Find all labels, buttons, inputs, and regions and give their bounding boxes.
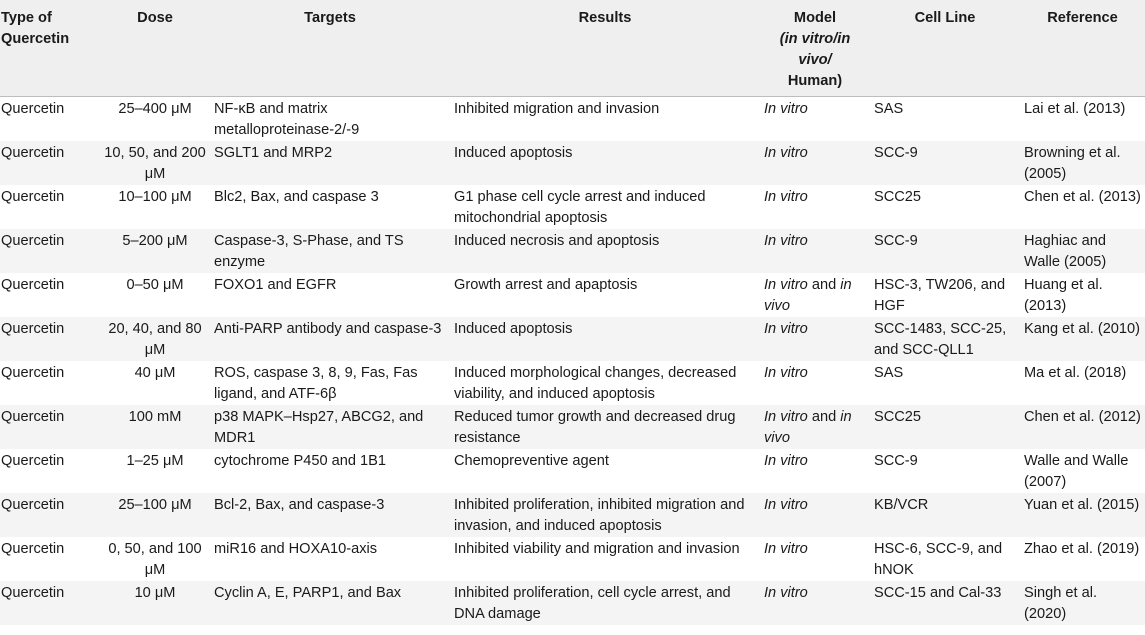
cell-targets: p38 MAPK–Hsp27, ABCG2, and MDR1 bbox=[214, 409, 424, 446]
table-row bbox=[0, 185, 1145, 229]
cell-targets: Bcl-2, Bax, and caspase-3 bbox=[214, 497, 385, 513]
cell-targets: SGLT1 and MRP2 bbox=[214, 145, 333, 161]
cell-model: In vitro bbox=[764, 101, 808, 117]
cell-reference: Haghiac and Walle (2005) bbox=[1024, 233, 1107, 270]
cell-type: Quercetin bbox=[1, 145, 65, 161]
header-model-sub bbox=[780, 31, 851, 68]
cell-reference: Zhao et al. (2019) bbox=[1024, 541, 1140, 557]
table-row bbox=[0, 493, 1145, 537]
cell-reference: Walle and Walle (2007) bbox=[1024, 453, 1129, 490]
cell-targets: Caspase-3, S-Phase, and TS enzyme bbox=[214, 233, 404, 270]
cell-targets: Blc2, Bax, and caspase 3 bbox=[214, 189, 379, 205]
table-row bbox=[0, 317, 1145, 361]
cell-model: In vitro and in vivo bbox=[764, 277, 852, 314]
header-dose: Dose bbox=[100, 0, 210, 97]
cell-results: Induced necrosis and apoptosis bbox=[454, 233, 660, 249]
cell-results: Induced morphological changes, decreased viability, and induced apoptosis bbox=[454, 365, 737, 402]
cell-results: Reduced tumor growth and decreased drug resistance bbox=[454, 409, 736, 446]
table-row bbox=[0, 97, 1145, 142]
cell-line: SCC-9 bbox=[874, 145, 918, 161]
cell-results: Induced apoptosis bbox=[454, 145, 573, 161]
cell-reference: Chen et al. (2012) bbox=[1024, 409, 1141, 425]
table-row bbox=[0, 405, 1145, 449]
cell-results: Induced apoptosis bbox=[454, 321, 573, 337]
cell-results: Inhibited migration and invasion bbox=[454, 101, 660, 117]
cell-reference: Ma et al. (2018) bbox=[1024, 365, 1127, 381]
cell-type: Quercetin bbox=[1, 189, 65, 205]
cell-line: SCC-1483, SCC-25, and SCC-QLL1 bbox=[874, 321, 1007, 358]
cell-reference: Singh et al. (2020) bbox=[1024, 585, 1098, 622]
cell-type: Quercetin bbox=[1, 409, 65, 425]
cell-reference: Lai et al. (2013) bbox=[1024, 101, 1126, 117]
header-results: Results bbox=[450, 0, 760, 97]
cell-type: Quercetin bbox=[1, 101, 65, 117]
table-row bbox=[0, 229, 1145, 273]
header-cell-line: Cell Line bbox=[870, 0, 1020, 97]
header-row bbox=[0, 0, 1145, 97]
cell-type: Quercetin bbox=[1, 365, 65, 381]
table-row bbox=[0, 361, 1145, 405]
cell-model: In vitro bbox=[764, 233, 808, 249]
cell-dose: 20, 40, and 80 μM bbox=[108, 321, 202, 358]
cell-results: G1 phase cell cycle arrest and induced mitochondrial apoptosis bbox=[454, 189, 706, 226]
cell-line: SCC-15 and Cal-33 bbox=[874, 585, 1002, 601]
cell-targets: NF-κB and matrix metalloproteinase-2/-9 bbox=[214, 101, 360, 138]
cell-type: Quercetin bbox=[1, 277, 65, 293]
cell-model: In vitro bbox=[764, 497, 808, 513]
cell-model: In vitro bbox=[764, 453, 808, 469]
cell-line: HSC-3, TW206, and HGF bbox=[874, 277, 1006, 314]
cell-results: Inhibited proliferation, cell cycle arrest, and DNA damage bbox=[454, 585, 731, 622]
cell-targets: cytochrome P450 and 1B1 bbox=[214, 453, 386, 469]
table-row bbox=[0, 273, 1145, 317]
header-reference: Reference bbox=[1020, 0, 1145, 97]
table-row bbox=[0, 581, 1145, 625]
cell-results: Inhibited viability and migration and invasion bbox=[454, 541, 740, 557]
cell-line: KB/VCR bbox=[874, 497, 929, 513]
cell-model: In vitro bbox=[764, 541, 808, 557]
cell-dose: 100 mM bbox=[128, 409, 182, 425]
cell-dose: 5–200 μM bbox=[122, 233, 188, 249]
cell-model: In vitro bbox=[764, 365, 808, 381]
cell-targets: Cyclin A, E, PARP1, and Bax bbox=[214, 585, 402, 601]
cell-reference: Kang et al. (2010) bbox=[1024, 321, 1141, 337]
header-model bbox=[760, 0, 870, 97]
cell-results: Chemopreventive agent bbox=[454, 453, 609, 469]
cell-dose: 0, 50, and 100 μM bbox=[108, 541, 202, 578]
cell-targets: ROS, caspase 3, 8, 9, Fas, Fas ligand, and ATF-6β bbox=[214, 365, 418, 402]
cell-reference: Browning et al. (2005) bbox=[1024, 145, 1121, 182]
table-row bbox=[0, 449, 1145, 493]
cell-line: SCC-9 bbox=[874, 233, 918, 249]
cell-type: Quercetin bbox=[1, 497, 65, 513]
cell-dose: 25–400 μM bbox=[118, 101, 192, 117]
cell-targets: Anti-PARP antibody and caspase-3 bbox=[214, 321, 442, 337]
cell-model: In vitro bbox=[764, 321, 808, 337]
cell-dose: 10, 50, and 200 μM bbox=[104, 145, 206, 182]
cell-model: In vitro bbox=[764, 189, 808, 205]
cell-dose: 25–100 μM bbox=[118, 497, 192, 513]
cell-type: Quercetin bbox=[1, 585, 65, 601]
cell-targets: FOXO1 and EGFR bbox=[214, 277, 337, 293]
header-model-sub2: Human) bbox=[787, 73, 843, 89]
cell-model: In vitro bbox=[764, 585, 808, 601]
cell-model: In vitro bbox=[764, 145, 808, 161]
table-body bbox=[0, 97, 1145, 626]
header-model-sub-text: (in vitro/in vivo/ bbox=[779, 31, 851, 68]
cell-reference: Huang et al. (2013) bbox=[1024, 277, 1103, 314]
cell-dose: 10 μM bbox=[134, 585, 176, 601]
cell-line: HSC-6, SCC-9, and hNOK bbox=[874, 541, 1003, 578]
cell-line: SAS bbox=[874, 101, 904, 117]
header-targets: Targets bbox=[210, 0, 450, 97]
cell-results: Growth arrest and apaptosis bbox=[454, 277, 638, 293]
cell-line: SAS bbox=[874, 365, 904, 381]
cell-line: SCC-9 bbox=[874, 453, 918, 469]
cell-targets: miR16 and HOXA10-axis bbox=[214, 541, 378, 557]
cell-model: In vitro and in vivo bbox=[764, 409, 852, 446]
cell-results: Inhibited proliferation, inhibited migration and invasion, and induced apoptosis bbox=[454, 497, 745, 534]
cell-dose: 10–100 μM bbox=[118, 189, 192, 205]
table-row bbox=[0, 537, 1145, 581]
cell-dose: 40 μM bbox=[134, 365, 176, 381]
cell-dose: 0–50 μM bbox=[126, 277, 184, 293]
cell-dose: 1–25 μM bbox=[126, 453, 184, 469]
cell-type: Quercetin bbox=[1, 233, 65, 249]
cell-type: Quercetin bbox=[1, 321, 65, 337]
table-row bbox=[0, 141, 1145, 185]
cell-reference: Yuan et al. (2015) bbox=[1024, 497, 1140, 513]
cell-type: Quercetin bbox=[1, 541, 65, 557]
cell-type: Quercetin bbox=[1, 453, 65, 469]
cell-line: SCC25 bbox=[874, 189, 922, 205]
header-model-title: Model bbox=[793, 10, 837, 26]
header-type: Type of Quercetin bbox=[0, 0, 100, 97]
cell-reference: Chen et al. (2013) bbox=[1024, 189, 1141, 205]
cell-line: SCC25 bbox=[874, 409, 922, 425]
